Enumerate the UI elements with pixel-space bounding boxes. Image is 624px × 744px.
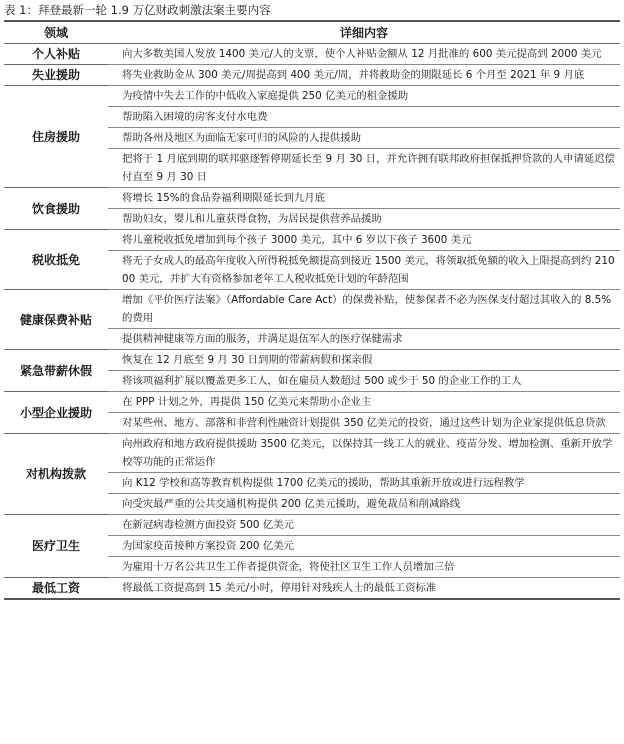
table-row bbox=[4, 578, 620, 600]
detail-cell: 为国家疫苗接种方案投资 200 亿美元 bbox=[108, 536, 620, 557]
detail-cell: 帮助各州及地区为面临无家可归的风险的人提供援助 bbox=[108, 128, 620, 149]
domain-cell: 税收抵免 bbox=[4, 230, 108, 290]
detail-cell: 将最低工资提高到 15 美元/小时，停用针对残疾人士的最低工资标准 bbox=[108, 578, 620, 600]
table-header-row bbox=[4, 21, 620, 44]
table-row bbox=[4, 188, 620, 209]
detail-cell: 增加《平价医疗法案》（Affordable Care Act）的保费补贴，使参保者不必为医保支付超过其收入的 8.5%的费用 bbox=[108, 290, 620, 329]
detail-cell: 在新冠病毒检测方面投资 500 亿美元 bbox=[108, 515, 620, 536]
domain-cell: 小型企业援助 bbox=[4, 392, 108, 434]
table-row bbox=[4, 65, 620, 86]
detail-cell: 将失业救助金从 300 美元/周提高到 400 美元/周，并将救助金的期限延长 6 个月至 2021 年 9 月底 bbox=[108, 65, 620, 86]
detail-cell: 为疫情中失去工作的中低收入家庭提供 250 亿美元的租金援助 bbox=[108, 86, 620, 107]
detail-cell: 向受灾最严重的公共交通机构提供 200 亿美元援助，避免裁员和削减路线 bbox=[108, 494, 620, 515]
table-row bbox=[4, 230, 620, 251]
detail-cell: 帮助陷入困境的房客支付水电费 bbox=[108, 107, 620, 128]
header-domain: 领域 bbox=[4, 21, 108, 44]
detail-cell: 为雇用十万名公共卫生工作者提供资金，将使社区卫生工作人员增加三倍 bbox=[108, 557, 620, 578]
table-row bbox=[4, 392, 620, 413]
table-row bbox=[4, 434, 620, 473]
table-row bbox=[4, 44, 620, 65]
domain-cell: 健康保费补贴 bbox=[4, 290, 108, 350]
table-row bbox=[4, 350, 620, 371]
header-detail: 详细内容 bbox=[108, 21, 620, 44]
detail-cell: 在 PPP 计划之外，再提供 150 亿美元来帮助小企业主 bbox=[108, 392, 620, 413]
detail-cell: 把将于 1 月底到期的联邦驱逐暂停期延长至 9 月 30 日，并允许拥有联邦政府担保抵押贷款的人申请延迟偿付直至 9 月 30 日 bbox=[108, 149, 620, 188]
detail-cell: 将无子女成人的最高年度收入所得税抵免额提高到接近 1500 美元，将领取抵免额的收入上限提高到约 21000 美元，并扩大有资格参加老年工人税收抵免计划的年龄范围 bbox=[108, 251, 620, 290]
detail-cell: 提供精神健康等方面的服务，并满足退伍军人的医疗保健需求 bbox=[108, 329, 620, 350]
detail-cell: 向大多数美国人发放 1400 美元/人的支票，使个人补贴金额从 12 月批准的 600 美元提高到 2000 美元 bbox=[108, 44, 620, 65]
detail-cell: 将儿童税收抵免增加到每个孩子 3000 美元，其中 6 岁以下孩子 3600 美元 bbox=[108, 230, 620, 251]
table-body bbox=[4, 44, 620, 600]
table-row bbox=[4, 515, 620, 536]
detail-cell: 将该项福利扩展以覆盖更多工人，如在雇员人数超过 500 或少于 50 的企业工作的工人 bbox=[108, 371, 620, 392]
detail-cell: 对某些州、地方、部落和非营利性融资计划提供 350 亿美元的投资，通过这些计划为企业家提供低息贷款 bbox=[108, 413, 620, 434]
table-caption: 表 1：拜登最新一轮 1.9 万亿财政刺激法案主要内容 bbox=[4, 3, 271, 17]
table-row bbox=[4, 290, 620, 329]
domain-cell: 紧急带薪休假 bbox=[4, 350, 108, 392]
domain-cell: 个人补贴 bbox=[4, 44, 108, 65]
detail-cell: 将增长 15%的食品券福利期限延长到九月底 bbox=[108, 188, 620, 209]
domain-cell: 最低工资 bbox=[4, 578, 108, 600]
domain-cell: 对机构拨款 bbox=[4, 434, 108, 515]
detail-cell: 向 K12 学校和高等教育机构提供 1700 亿美元的援助，帮助其重新开放或进行远程教学 bbox=[108, 473, 620, 494]
detail-cell: 帮助妇女，婴儿和儿童获得食物，为居民提供营养品援助 bbox=[108, 209, 620, 230]
domain-cell: 饮食援助 bbox=[4, 188, 108, 230]
detail-cell: 恢复在 12 月底至 9 月 30 日到期的带薪病假和探亲假 bbox=[108, 350, 620, 371]
domain-cell: 失业援助 bbox=[4, 65, 108, 86]
detail-cell: 向州政府和地方政府提供援助 3500 亿美元，以保持其一线工人的就业、疫苗分发、增加检测、重新开放学校等功能的正常运作 bbox=[108, 434, 620, 473]
table-row bbox=[4, 86, 620, 107]
stimulus-table bbox=[4, 20, 620, 600]
domain-cell: 住房援助 bbox=[4, 86, 108, 188]
domain-cell: 医疗卫生 bbox=[4, 515, 108, 578]
